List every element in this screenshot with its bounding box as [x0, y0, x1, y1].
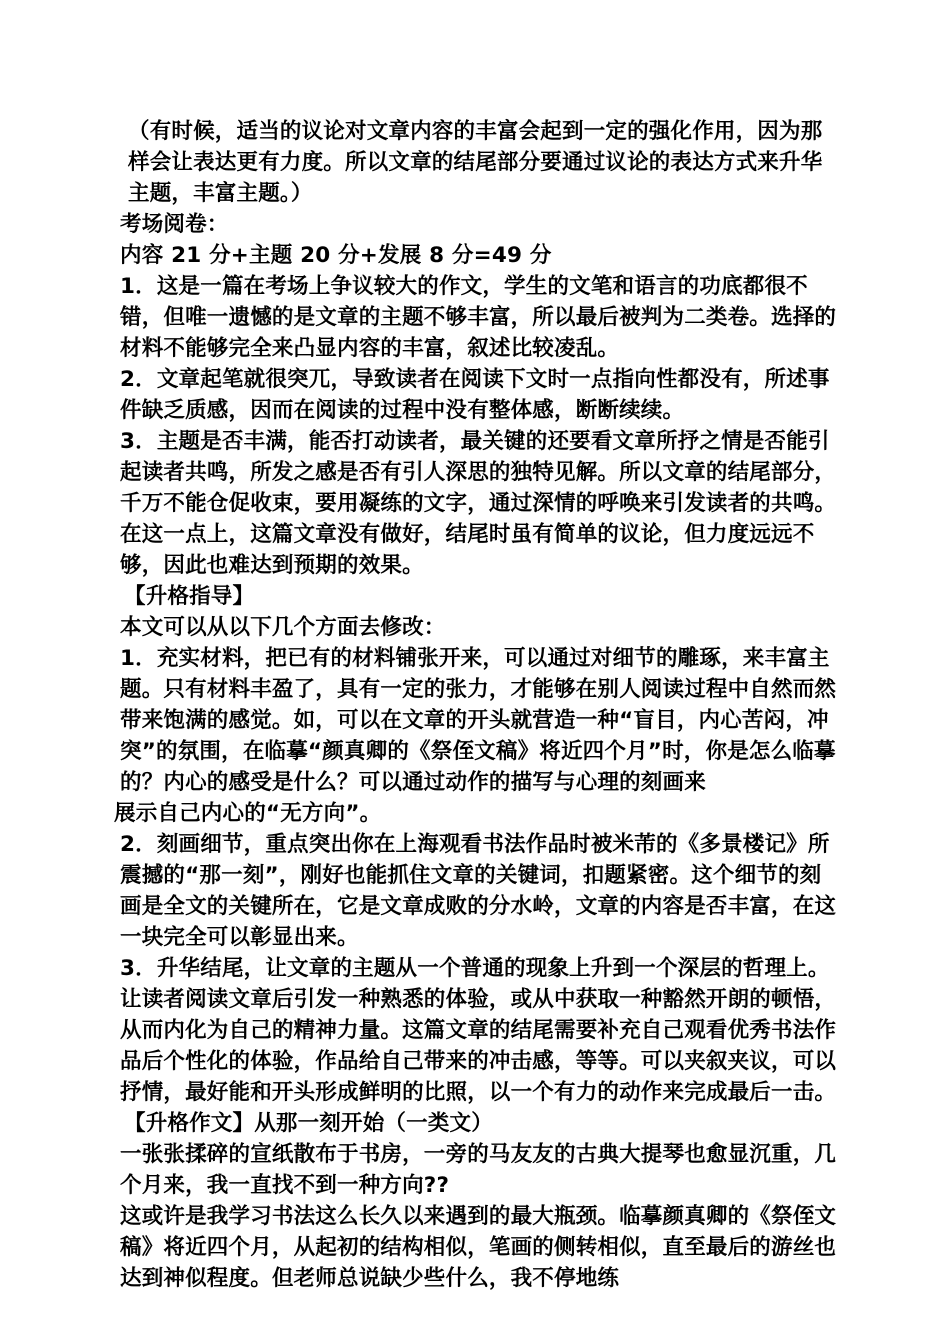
paragraph-heading-exam-review: 考场阅卷： — [120, 212, 229, 237]
paragraph-heading-upgrade-guide: 【升格指导】 — [124, 584, 255, 609]
paragraph-review-1: 1．这是一篇在考场上争议较大的作文，学生的文笔和语言的功底都很不错，但唯一遗憾的是文章的主题不够丰富，所以最后被判为二类卷。选择的材料不能够完全来凸显内容的丰富，叙述比较凌乱。 — [120, 274, 837, 361]
document-body — [114, 116, 840, 1294]
paragraph-review-2: 2．文章起笔就很突兀，导致读者在阅读下文时一点指向性都没有，所述事件缺乏质感，因而在阅读的过程中没有整体感，断断续续。 — [120, 367, 830, 423]
paragraph-review-3: 3．主题是否丰满，能否打动读者，最关键的还要看文章所抒之情是否能引起读者共鸣，所发之感是否有引人深思的独特见解。所以文章的结尾部分，千万不能仓促收束，要用凝练的文字，通过深情的呼唤来引发读者的共鸣。在这一点上，这篇文章没有做好，结尾时虽有简单的议论，但力度远远不够，因此也难达到预期的效果。 — [120, 429, 837, 578]
paragraph-guide-1-cont: 展示自己内心的“无方向”。 — [114, 801, 382, 826]
paragraph-guide-intro: 本文可以从以下几个方面去修改： — [120, 615, 446, 640]
paragraph-guide-3: 3．升华结尾，让文章的主题从一个普通的现象上升到一个深层的哲理上。让读者阅读文章后引发一种熟悉的体验，或从中获取一种豁然开朗的顿悟，从而内化为自己的精神力量。这篇文章的结尾需要补充自己观看优秀书法作品后个性化的体验，作品给自己带来的冲击感，等等。可以夹叙夹议，可以抒情，最好能和开头形成鲜明的比照，以一个有力的动作来完成最后一击。 — [120, 956, 837, 1105]
paragraph-guide-2: 2．刻画细节，重点突出你在上海观看书法作品时被米芾的《多景楼记》所震撼的“那一刻”，刚好也能抓住文章的关键词，扣题紧密。这个细节的刻画是全文的关键所在，它是文章成败的分水岭，文章的内容是否丰富，在这一块完全可以彰显出来。 — [120, 832, 837, 950]
paragraph-score: 内容 21 分+主题 20 分+发展 8 分=49 分 — [120, 243, 552, 268]
paragraph-guide-1: 1．充实材料，把已有的材料铺张开来，可以通过对细节的雕琢，来丰富主题。只有材料丰盈了，具有一定的张力，才能够在别人阅读过程中自然而然带来饱满的感觉。如，可以在文章的开头就营造一种“盲目，内心苦闷，冲突”的氛围，在临摹“颜真卿的《祭侄文稿》将近四个月”时，你是怎么临摹的？内心的感受是什么？可以通过动作的描写与心理的刻画来 — [120, 646, 837, 795]
paragraph-note: （有时候，适当的议论对文章内容的丰富会起到一定的强化作用，因为那样会让表达更有力度。所以文章的结尾部分要通过议论的表达方式来升华主题，丰富主题。） — [128, 119, 823, 206]
paragraph-essay-2: 这或许是我学习书法这么长久以来遇到的最大瓶颈。临摹颜真卿的《祭侄文稿》将近四个月，从起初的结构相似，笔画的侧转相似，直至最后的游丝也达到神似程度。但老师总说缺少些什么，我不停地练 — [120, 1204, 837, 1291]
paragraph-essay-1: 一张张揉碎的宣纸散布于书房，一旁的马友友的古典大提琴也愈显沉重，几个月来，我一直找不到一种方向?? — [120, 1142, 837, 1198]
paragraph-heading-upgrade-essay: 【升格作文】从那一刻开始（一类文） — [124, 1111, 493, 1136]
